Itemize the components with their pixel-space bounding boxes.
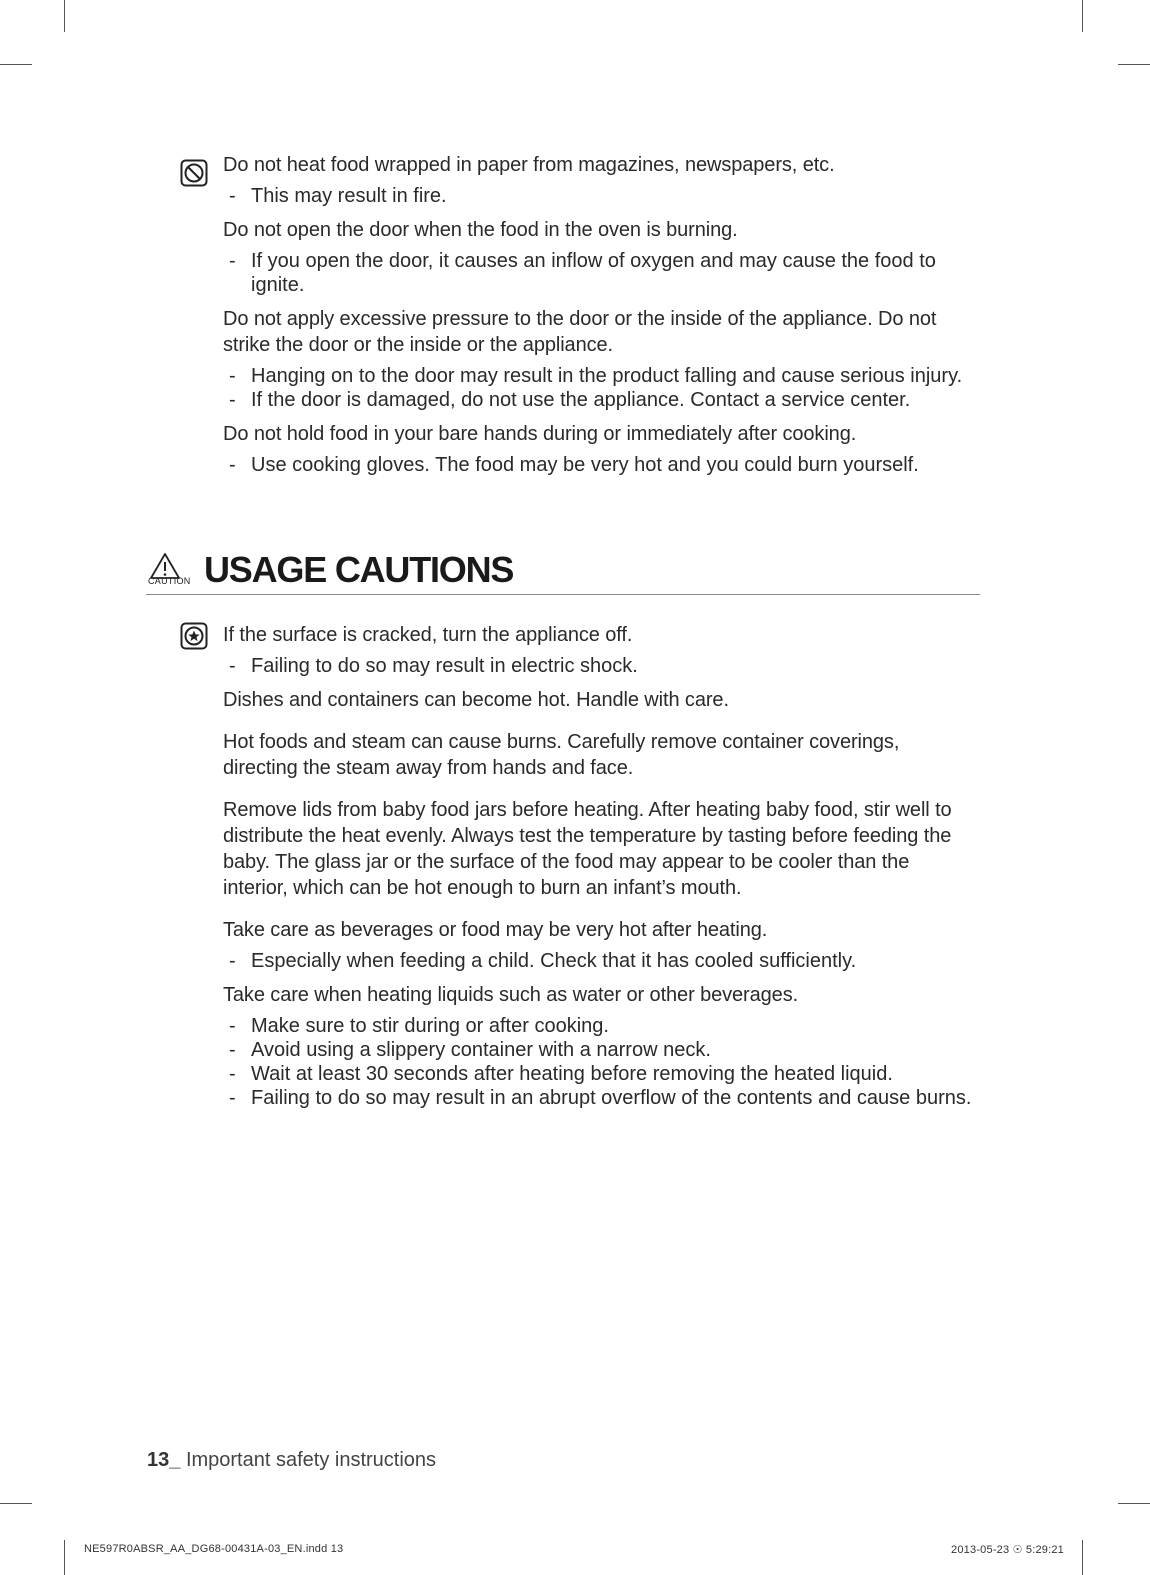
crop-mark — [1118, 64, 1150, 65]
crop-mark — [0, 1503, 32, 1504]
instruction-subtext: - This may result in fire. — [223, 184, 978, 208]
instruction-subtext: - If the door is damaged, do not use the appliance. Contact a service center. — [223, 388, 978, 412]
crop-mark — [1082, 0, 1083, 32]
instruction-text: If the surface is cracked, turn the appliance off. — [223, 624, 633, 646]
list-item — [178, 687, 978, 713]
list-item — [178, 306, 978, 412]
instruction-subtext: - Hanging on to the door may result in the product falling and cause serious injury. — [223, 364, 978, 388]
crop-mark — [1082, 1540, 1083, 1575]
instruction-subtext: - If you open the door, it causes an inflow of oxygen and may cause the food to ignite. — [223, 249, 978, 297]
instruction-text: Hot foods and steam can cause burns. Carefully remove container coverings, directing the steam away from hands and face. — [223, 731, 900, 779]
instruction-text: Do not apply excessive pressure to the door or the inside of the appliance. Do not strike the door or the inside or the appliance. — [223, 308, 937, 356]
instruction-text: Take care as beverages or food may be very hot after heating. — [223, 919, 768, 941]
list-item — [178, 152, 978, 208]
list-item — [178, 622, 978, 678]
instruction-subtext: - Failing to do so may result in electric shock. — [223, 654, 978, 678]
list-item — [178, 982, 978, 1110]
list-item — [178, 917, 978, 973]
instruction-text: Do not hold food in your bare hands during or immediately after cooking. — [223, 423, 857, 445]
usage-section — [178, 622, 978, 1110]
instruction-text: Remove lids from baby food jars before heating. After heating baby food, stir well to distribute the heat evenly. Always test the temperature by tasting before feeding the baby. The glass jar or the surface of the food may appear to be cooler than the interior, which can be hot enough to burn an infant’s mouth. — [223, 799, 952, 899]
crop-mark — [1118, 1503, 1150, 1504]
caution-triangle-icon — [146, 552, 196, 592]
page-footer — [147, 1449, 436, 1472]
instruction-text: Do not heat food wrapped in paper from magazines, newspapers, etc. — [223, 154, 835, 176]
section-heading — [146, 548, 980, 595]
instruction-subtext: - Use cooking gloves. The food may be very hot and you could burn yourself. — [223, 453, 978, 477]
caution-label: CAUTION — [148, 576, 191, 586]
instruction-subtext: - Avoid using a slippery container with a narrow neck. — [223, 1038, 978, 1062]
instruction-subtext: - Wait at least 30 seconds after heating before removing the heated liquid. — [223, 1062, 978, 1086]
instruction-text: Dishes and containers can become hot. Handle with care. — [223, 689, 729, 711]
print-timestamp: 2013-05-23 ☉ 5:29:21 — [951, 1544, 1064, 1556]
list-item — [178, 797, 978, 901]
file-slug: NE597R0ABSR_AA_DG68-00431A-03_EN.indd 13 — [84, 1543, 344, 1555]
crop-mark — [64, 0, 65, 32]
crop-mark — [0, 64, 32, 65]
crop-mark — [64, 1540, 65, 1575]
prohibition-section — [178, 152, 978, 477]
footer-section-title: Important safety instructions — [185, 1449, 437, 1471]
instruction-subtext: - Make sure to stir during or after cooking. — [223, 1014, 978, 1038]
instruction-subtext: - Failing to do so may result in an abrupt overflow of the contents and cause burns. — [223, 1086, 978, 1110]
list-item — [178, 217, 978, 297]
instruction-text: Do not open the door when the food in the oven is burning. — [223, 219, 738, 241]
page-title: USAGE CAUTIONS — [204, 549, 514, 590]
page-number: 13_ — [147, 1449, 181, 1471]
list-item — [178, 729, 978, 781]
list-item — [178, 421, 978, 477]
instruction-subtext: - Especially when feeding a child. Check that it has cooled sufficiently. — [223, 949, 978, 973]
instruction-text: Take care when heating liquids such as water or other beverages. — [223, 984, 799, 1006]
